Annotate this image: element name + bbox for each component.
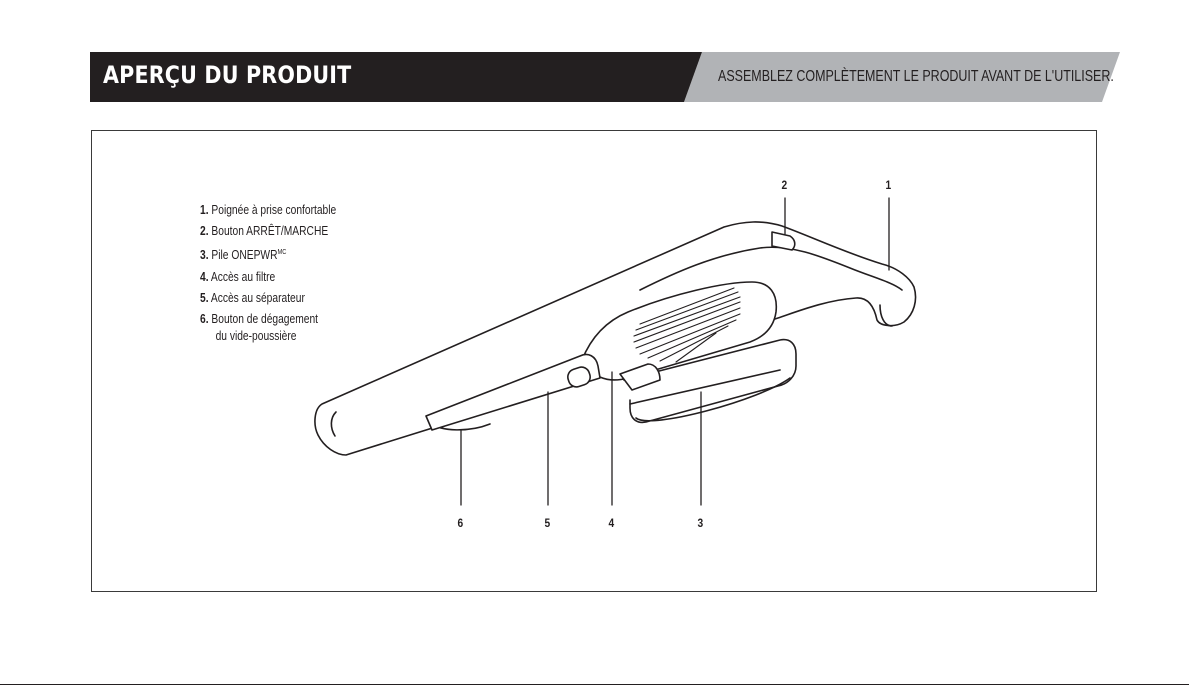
legend-label: Bouton ARRÊT/MARCHE — [211, 224, 329, 239]
legend-label: Poignée à prise confortable — [211, 203, 337, 217]
legend-number: 2. — [200, 224, 209, 239]
page-title: APERÇU DU PRODUIT — [103, 61, 352, 89]
legend-label: Pile ONEPWR — [211, 248, 278, 263]
legend-label: Accès au séparateur — [210, 290, 305, 305]
trademark-mark: MC — [277, 249, 287, 257]
legend-label: Accès au filtre — [210, 269, 276, 284]
callout-3: 3 — [697, 516, 704, 530]
legend-number: 5. — [200, 290, 209, 305]
callout-1: 1 — [885, 178, 892, 192]
legend-number: 4. — [200, 269, 209, 284]
assembly-notice: ASSEMBLEZ COMPLÈTEMENT LE PRODUIT AVANT DE L'UTILISER. — [718, 68, 1114, 85]
callout-2: 2 — [781, 178, 788, 192]
callout-5: 5 — [544, 516, 551, 530]
legend-label-continued: du vide-poussière — [215, 329, 297, 344]
legend-number: 1. — [200, 203, 209, 217]
legend-number: 6. — [200, 312, 209, 327]
legend-label: Bouton de dégagement — [211, 312, 318, 327]
callout-4: 4 — [608, 516, 615, 530]
callout-6: 6 — [457, 516, 464, 530]
legend-number: 3. — [200, 248, 209, 263]
